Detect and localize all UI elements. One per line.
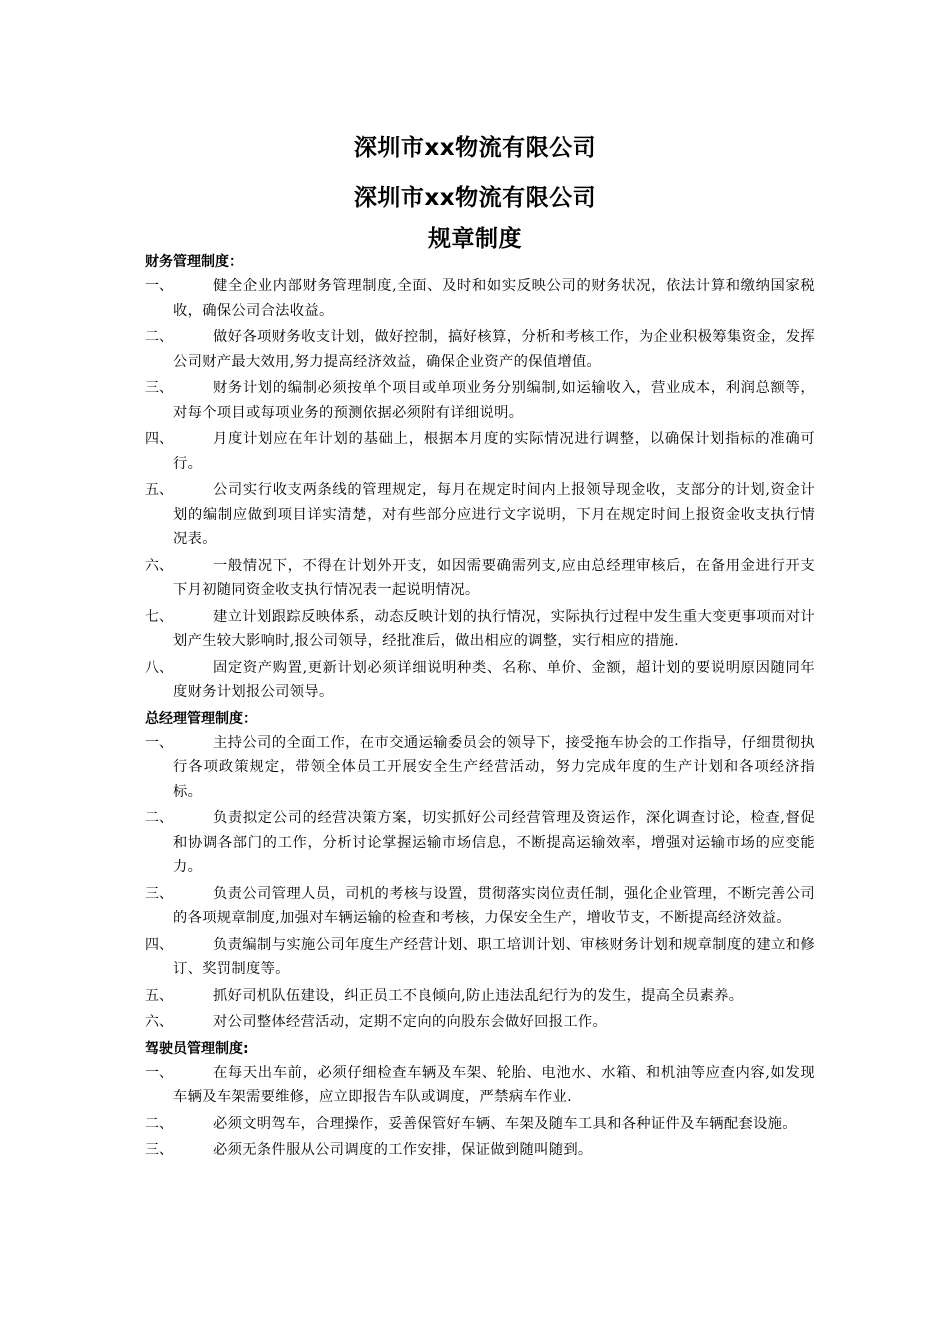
item-text: 抓好司机队伍建设，纠正员工不良倾向,防止违法乱纪行为的发生，提高全员素养。 (213, 987, 744, 1004)
item-text: 负责公司管理人员，司机的考核与设置，贯彻落实岗位责任制，强化企业管理，不断完善公司的各项规章制度,加强对车辆运输的检查和考核，力保安全生产，增收节支，不断提高经济效益。 (173, 885, 815, 926)
item-text: 建立计划跟踪反映体系，动态反映计划的执行情况，实际执行过程中发生重大变更事项而对计划产生较大影响时,报公司领导，经批准后，做出相应的调整，实行相应的措施. (173, 608, 815, 649)
item-text: 负责拟定公司的经营决策方案，切实抓好公司经营管理及资运作，深化调查讨论，检查,督促和协调各部门的工作，分析讨论掌握运输市场信息，不断提高运输效率，增强对运输市场的应变能力。 (173, 810, 815, 875)
list-item (145, 984, 815, 1009)
section-heading: 驾驶员管理制度: (145, 1040, 249, 1057)
list-item (145, 1061, 815, 1110)
item-text: 公司实行收支两条线的管理规定，每月在规定时间内上报领导现金收，支部分的计划,资金计划的编制应做到项目详实清楚，对有些部分应进行文字说明，下月在规定时间上报资金收支执行情况表。 (173, 482, 815, 547)
list-item (145, 554, 815, 603)
list-item (145, 933, 815, 982)
section-heading: 财务管理制度： (145, 254, 243, 270)
item-number: 三、 (145, 885, 173, 902)
item-number: 二、 (145, 329, 173, 345)
item-text: 对公司整体经营活动，定期不定向的向股东会做好回报工作。 (213, 1014, 608, 1030)
section-finance-rules (145, 250, 815, 705)
document-title-main: 深圳市xx物流有限公司 (353, 185, 597, 211)
item-text: 必须无条件服从公司调度的工作安排，保证做到随叫随到。 (213, 1142, 593, 1158)
item-text: 做好各项财务收支计划，做好控制，搞好核算，分析和考核工作，为企业积极筹集资金，发挥公司财产最大效用,努力提高经济效益，确保企业资产的保值增值。 (173, 329, 815, 370)
list-item (145, 656, 815, 705)
item-text: 负责编制与实施公司年度生产经营计划、职工培训计划、审核财务计划和规章制度的建立和修订、奖罚制度等。 (173, 936, 815, 977)
item-number: 六、 (145, 557, 173, 574)
section-heading: 总经理管理制度： (145, 710, 257, 727)
list-item (145, 731, 815, 805)
list-item (145, 376, 815, 425)
list-item (145, 1112, 815, 1137)
item-text: 固定资产购置,更新计划必须详细说明种类、名称、单价、金额，超计划的要说明原因随同年度财务计划报公司领导。 (173, 659, 815, 700)
item-number: 三、 (145, 1142, 173, 1158)
item-number: 二、 (145, 810, 173, 826)
item-text: 主持公司的全面工作，在市交通运输委员会的领导下，接受拖车协会的工作指导，仔细贯彻执行各项政策规定，带领全体员工开展安全生产经营活动，努力完成年度的生产计划和各项经济指标。 (173, 734, 815, 800)
document-title-sub: 规章制度 (428, 226, 522, 252)
item-text: 财务计划的编制必须按单个项目或单项业务分别编制,如运输收入，营业成本，利润总额等，对每个项目或每项业务的预测依据必须附有详细说明。 (173, 380, 815, 421)
section-driver-rules (145, 1037, 815, 1163)
document-body (145, 250, 815, 1165)
item-number: 二、 (145, 1115, 173, 1132)
item-number: 三、 (145, 380, 173, 396)
item-number: 七、 (145, 608, 173, 625)
item-text: 健全企业内部财务管理制度,全面、及时和如实反映公司的财务状况，依法计算和缴纳国家税收，确保公司合法收益。 (173, 278, 815, 319)
item-text: 必须文明驾车，合理操作，妥善保管好车辆、车架及随车工具和各种证件及车辆配套设施。 (213, 1115, 797, 1132)
list-item (145, 478, 815, 552)
item-number: 一、 (145, 278, 173, 294)
list-item (145, 427, 815, 476)
list-item (145, 882, 815, 931)
item-number: 一、 (145, 1064, 173, 1081)
item-number: 六、 (145, 1014, 173, 1030)
list-item (145, 274, 815, 323)
list-item (145, 605, 815, 654)
item-number: 一、 (145, 734, 173, 751)
list-item (145, 1010, 815, 1035)
item-number: 四、 (145, 936, 173, 953)
item-text: 在每天出车前，必须仔细检查车辆及车架、轮胎、电池水、水箱、和机油等应查内容,如发现车辆及车架需要维修，应立即报告车队或调度，严禁病车作业. (173, 1064, 815, 1105)
list-item (145, 806, 815, 880)
document-title-top: 深圳市xx物流有限公司 (353, 135, 597, 161)
item-number: 五、 (145, 987, 173, 1004)
item-number: 八、 (145, 659, 173, 676)
item-text: 月度计划应在年计划的基础上，根据本月度的实际情况进行调整，以确保计划指标的准确可行。 (173, 431, 815, 472)
section-general-manager-rules (145, 707, 815, 1035)
list-item (145, 325, 815, 374)
item-number: 五、 (145, 482, 173, 498)
item-number: 四、 (145, 431, 173, 447)
item-text: 一般情况下，不得在计划外开支，如因需要确需列支,应由总经理审核后，在备用金进行开支下月初随同资金收支执行情况表一起说明情况。 (173, 557, 815, 598)
list-item (145, 1138, 815, 1163)
